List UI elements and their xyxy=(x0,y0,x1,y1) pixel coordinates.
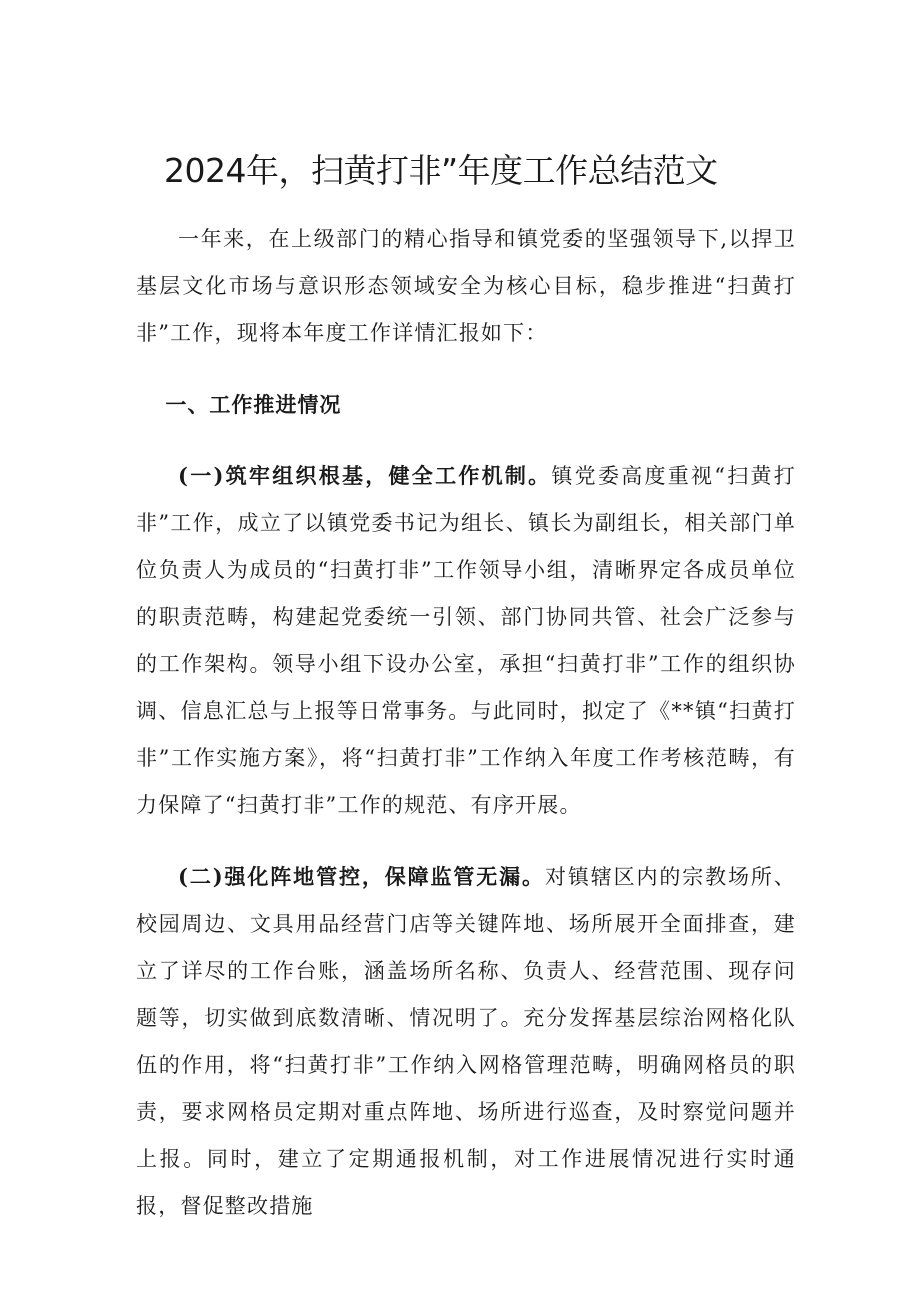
document-title: 2024年，扫黄打非”年度工作总结范文 xyxy=(164,151,718,190)
intro-paragraph: 一年来，在上级部门的精心指导和镇党委的坚强领导下,以捍卫基层文化市场与意识形态领域安全为核心目标，稳步推进“扫黄打非”工作，现将本年度工作详情汇报如下： xyxy=(136,227,796,345)
document-body xyxy=(136,216,796,1254)
subsection-text-1: 镇党委高度重视“扫黄打非”工作，成立了以镇党委书记为组长、镇长为副组长，相关部门单位负责人为成员的“扫黄打非”工作领导小组，清晰界定各成员单位的职责范畴，构建起党委统一引领、部门协同共管、社会广泛参与的工作架构。领导小组下设办公室，承担“扫黄打非”工作的组织协调、信息汇总与上报等日常事务。与此同时，拟定了《**镇“扫黄打非”工作实施方案》，将“扫黄打非”工作纳入年度工作考核范畴，有力保障了“扫黄打非”工作的规范、有序开展。 xyxy=(136,464,797,817)
subsection-lead-2: (二)强化阵地管控，保障监管无漏。 xyxy=(178,864,545,889)
subsection-text-2: 对镇辖区内的宗教场所、校园周边、文具用品经营门店等关键阵地、场所展开全面排查，建立了详尽的工作台账，涵盖场所名称、负责人、经营范围、现存问题等，切实做到底数清晰、情况明了。充分发挥基层综治网格化队伍的作用，将“扫黄打非”工作纳入网格管理范畴，明确网格员的职责，要求网格员定期对重点阵地、场所进行巡查，及时察觉问题并上报。同时，建立了定期通报机制，对工作进展情况进行实时通报，督促整改措施 xyxy=(136,865,796,1218)
subsection-lead-1: (一)筑牢组织根基，健全工作机制。 xyxy=(178,463,552,488)
subsection-paragraph-1 xyxy=(136,452,796,829)
subsection-paragraph-2 xyxy=(136,853,796,1230)
section-heading: 一、工作推进情况 xyxy=(165,392,342,417)
